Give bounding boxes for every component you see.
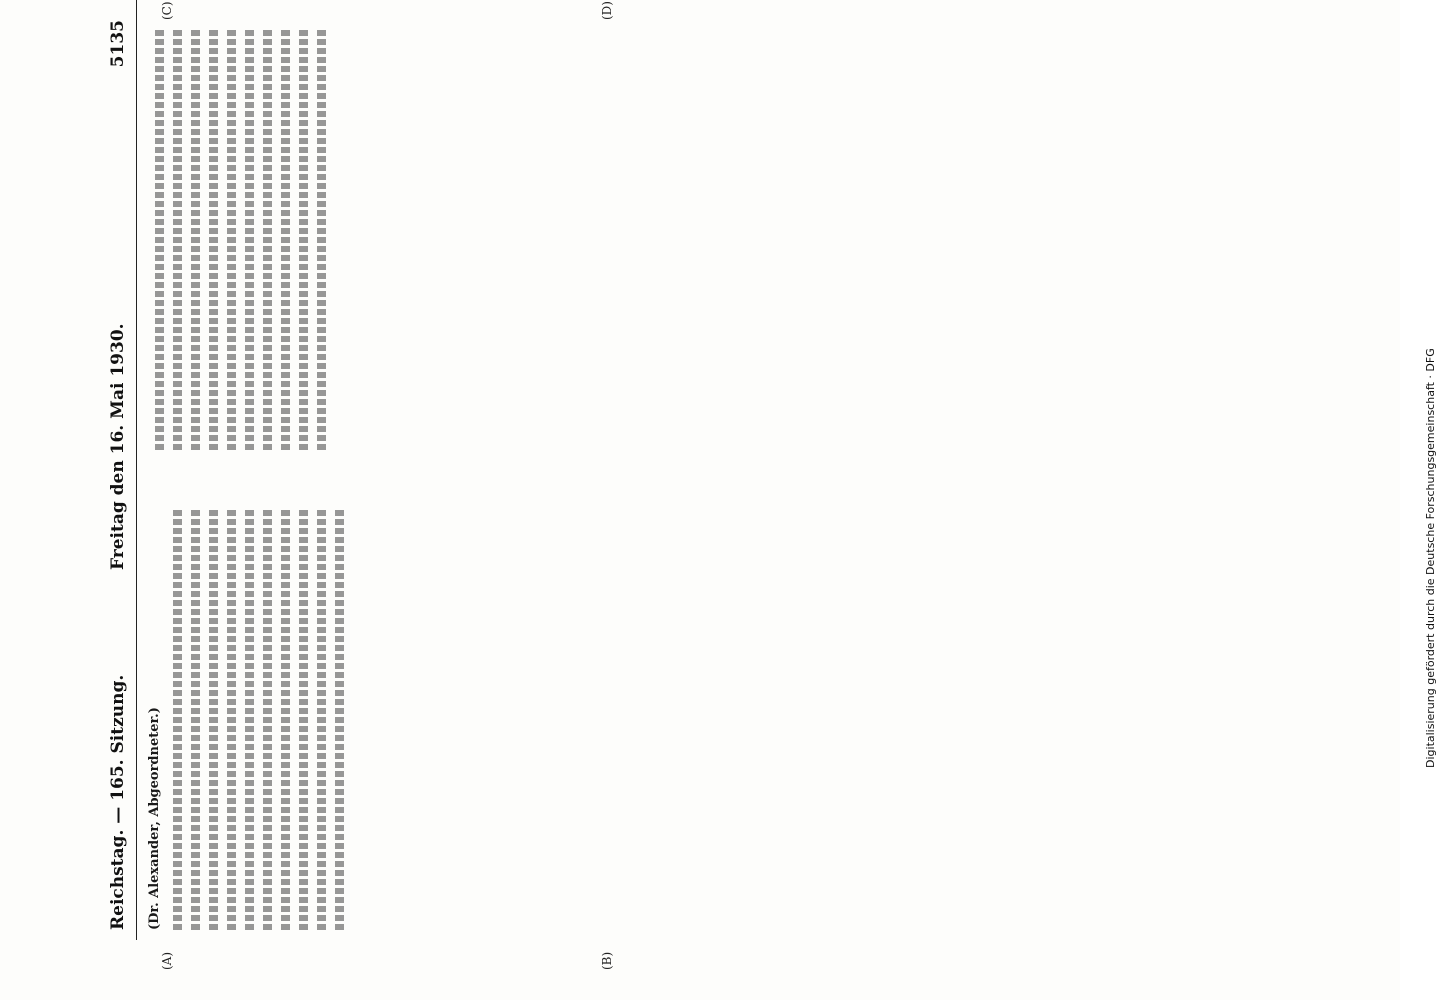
text-line: [227, 30, 236, 450]
text-line: [191, 510, 200, 930]
page-content: [100, 0, 1400, 970]
text-line: [155, 30, 164, 450]
text-line: [191, 30, 200, 450]
text-line: [173, 510, 182, 930]
text-line: [245, 30, 254, 450]
header-session: Reichstag. — 165. Sitzung.: [108, 674, 128, 930]
text-line: [173, 30, 182, 450]
margin-mark-c: (C): [160, 1, 174, 20]
margin-mark-d: (D): [600, 1, 614, 20]
column-left: [146, 510, 526, 930]
text-line: [335, 510, 344, 930]
text-line: [245, 510, 254, 930]
text-line: [209, 30, 218, 450]
text-line: [281, 510, 290, 930]
text-line: [299, 30, 308, 450]
text-line: [227, 510, 236, 930]
margin-mark-a: (A): [160, 951, 174, 970]
text-line: [263, 30, 272, 450]
header-date: Freitag den 16. Mai 1930.: [108, 323, 128, 570]
speaker-line: (Dr. Alexander, Abgeordneter.): [147, 707, 162, 930]
margin-mark-b: (B): [600, 951, 614, 970]
page-number: 5135: [108, 20, 128, 68]
dfg-credit: [1404, 8, 1437, 998]
text-line: [263, 510, 272, 930]
dfg-credit-text: Digitalisierung gefördert durch die Deutsche Forschungsgemeinschaft · DFG: [1424, 348, 1437, 768]
text-line: [317, 30, 326, 450]
text-line: [281, 30, 290, 450]
text-line: [299, 510, 308, 930]
column-right: [146, 30, 526, 450]
text-line: [317, 510, 326, 930]
page-header: [100, 0, 137, 940]
text-line: [209, 510, 218, 930]
